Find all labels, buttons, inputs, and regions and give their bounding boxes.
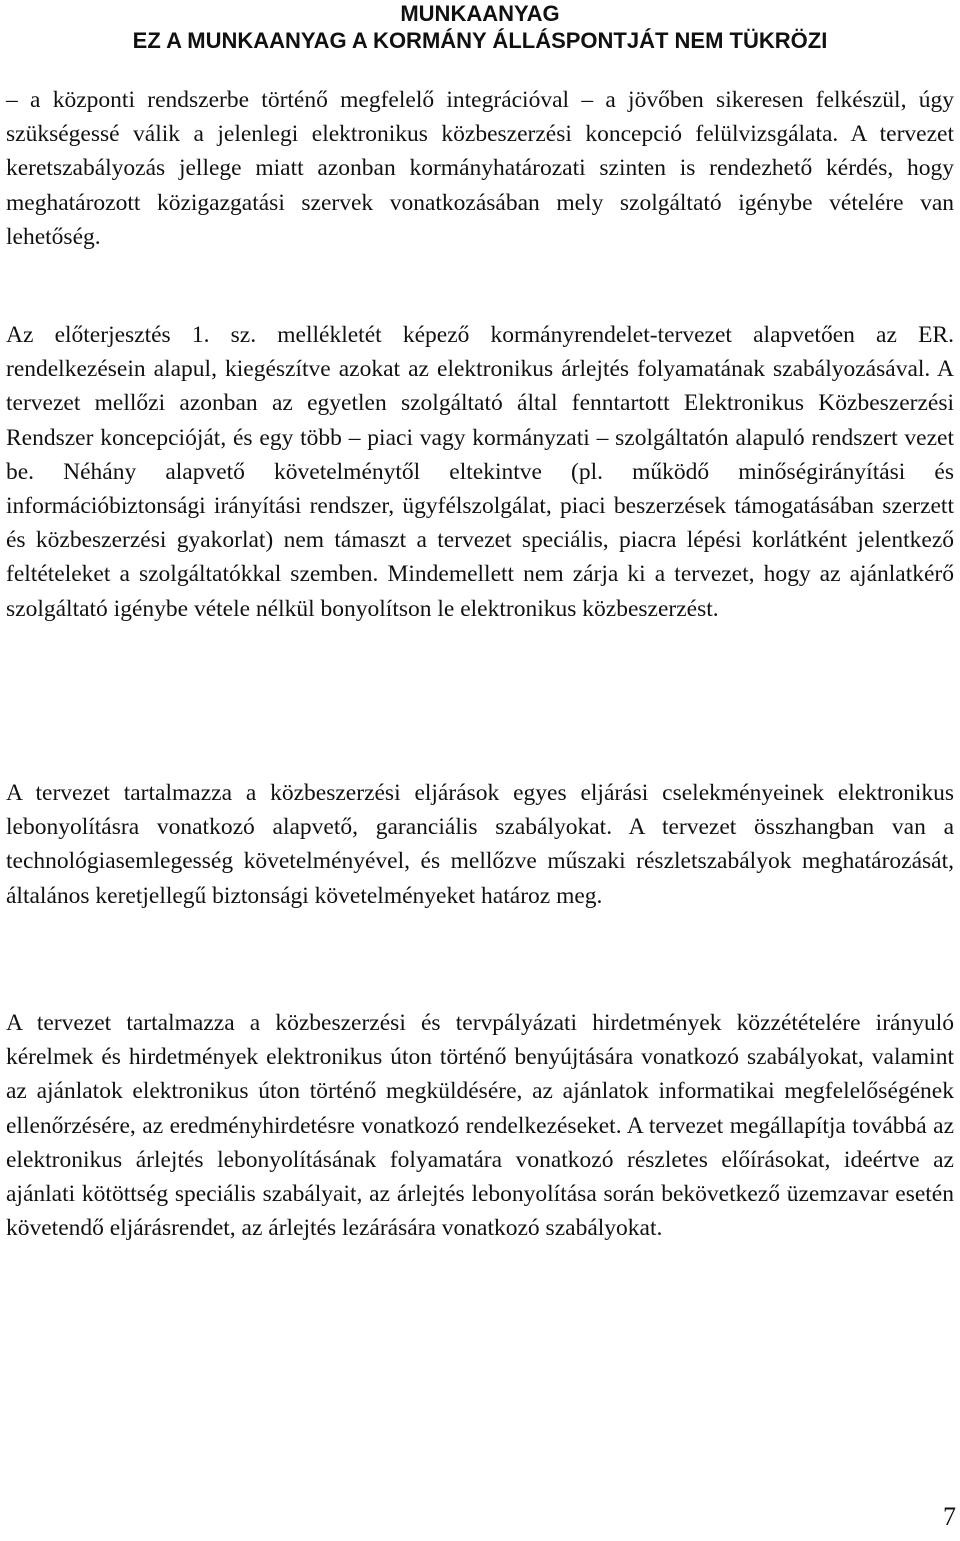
paragraph-3: A tervezet tartalmazza a közbeszerzési eljárások egyes eljárási cselekményeinek elektronikus lebonyolításra vonatkozó alapvető, garanciális szabályokat. A tervezet összhangban van a technológiasemlegesség követelményével, és mellőzve műszaki részletszabályok meghatározását, általános keretjellegű biztonsági követelményeket határoz meg. xyxy=(6,780,954,909)
header-disclaimer: EZ A MUNKAANYAG A KORMÁNY ÁLLÁSPONTJÁT NEM TÜKRÖZI xyxy=(132,28,828,53)
header-title: MUNKAANYAG xyxy=(400,1,560,26)
page-number: 7 xyxy=(943,1502,956,1531)
paragraph-1: – a központi rendszerbe történő megfelelő integrációval – a jövőben sikeresen felkészül, úgy szükségessé válik a jelenlegi elektronikus közbeszerzési koncepció felülvizsgálata. A tervezet keretszabályozás jellege miatt azonban kormányhatározati szinten is rendezhető kérdés, hogy meghatározott közigazgatási szervek vonatkozásában mely szolgáltató igénybe vételére van lehetőség. xyxy=(6,87,954,250)
paragraph-4: A tervezet tartalmazza a közbeszerzési és tervpályázati hirdetmények közzétételére irányuló kérelmek és hirdetmények elektronikus úton történő benyújtására vonatkozó szabályokat, valamint az ajánlatok elektronikus úton történő megküldésére, az ajánlatok informatikai megfelelőségének ellenőrzésére, az eredményhirdetésre vonatkozó rendelkezéseket. A tervezet megállapítja továbbá az elektronikus árlejtés lebonyolításának folyamatára vonatkozó részletes előírásokat, ideértve az ajánlati kötöttség speciális szabályait, az árlejtés lebonyolítása során bekövetkező üzemzavar esetén követendő eljárásrendet, az árlejtés lezárására vonatkozó szabályokat. xyxy=(6,1010,954,1242)
paragraph-2: Az előterjesztés 1. sz. mellékletét képező kormányrendelet-tervezet alapvetően az ER. rendelkezésein alapul, kiegészítve azokat az elektronikus árlejtés folyamatának szabályozásával. A tervezet mellőzi azonban az egyetlen szolgáltató által fenntartott Elektronikus Közbeszerzési Rendszer koncepcióját, és egy több – piaci vagy kormányzati – szolgáltatón alapuló rendszert vezet be. Néhány alapvető követelménytől eltekintve (pl. működő minőségirányítási és információbiztonsági irányítási rendszer, ügyfélszolgálat, piaci beszerzések támogatásában szerzett és közbeszerzési gyakorlat) nem támaszt a tervezet speciális, piacra lépési korlátként jelentkező feltételeket a szolgáltatókkal szemben. Mindemellett nem zárja ki a tervezet, hogy az ajánlatkérő szolgáltató igénybe vétele nélkül bonyolítson le elektronikus közbeszerzést. xyxy=(6,322,954,622)
